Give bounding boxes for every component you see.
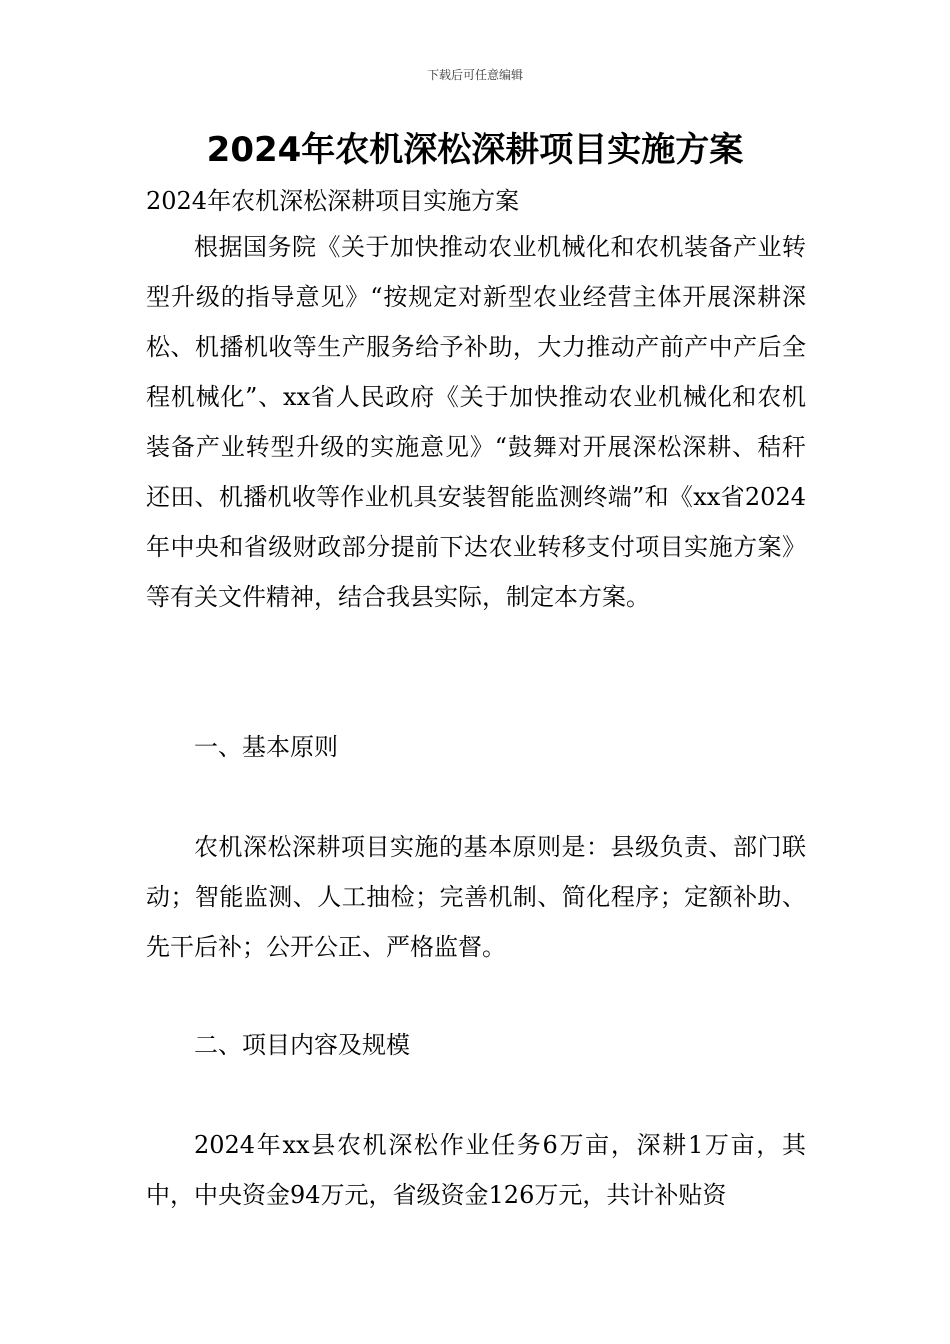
scope-paragraph: 2024年xx县农机深松作业任务6万亩，深耕1万亩，其中，中央资金94万元，省级资金126万元，共计补贴资 bbox=[146, 1131, 806, 1209]
page-title: 2024年农机深松深耕项目实施方案 bbox=[206, 130, 744, 170]
section-heading-scope: 二、项目内容及规模 bbox=[194, 1031, 410, 1059]
section-heading-principles: 一、基本原则 bbox=[194, 733, 338, 761]
header-note: 下载后可任意编辑 bbox=[426, 68, 523, 82]
document-subtitle: 2024年农机深松深耕项目实施方案 bbox=[146, 187, 520, 215]
intro-paragraph: 根据国务院《关于加快推动农业机械化和农机装备产业转型升级的指导意见》“按规定对新型农业经营主体开展深耕深松、机播机收等生产服务给予补助，大力推动产前产中产后全程机械化”、xx省人民政府《关于加快推动农业机械化和农机装备产业转型升级的实施意见》“鼓舞对开展深松深耕、秸秆还田、机播机收等作业机具安装智能监测终端”和《xx省2024年中央和省级财政部分提前下达农业转移支付项目实施方案》等有关文件精神，结合我县实际，制定本方案。 bbox=[146, 233, 806, 611]
principles-paragraph: 农机深松深耕项目实施的基本原则是：县级负责、部门联动；智能监测、人工抽检；完善机制、简化程序；定额补助、先干后补；公开公正、严格监督。 bbox=[146, 833, 806, 961]
